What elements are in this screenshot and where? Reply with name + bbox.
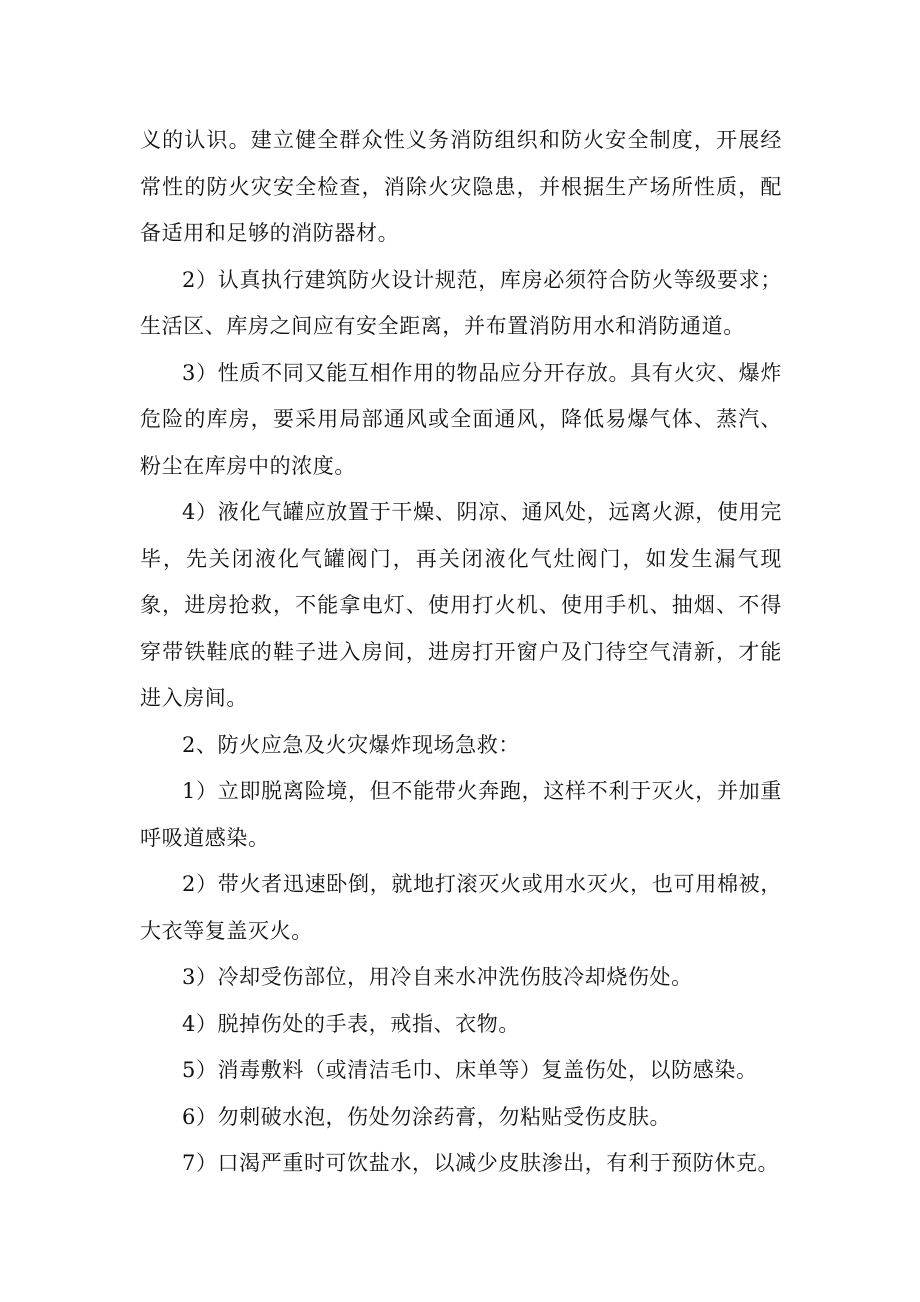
section-heading-emergency: 2、防火应急及火灾爆炸现场急救： [182,732,520,757]
document-page [140,117,782,1187]
paragraph-step-3: 3）冷却受伤部位，用冷自来水冲洗伤肢冷却烧伤处。 [182,965,693,989]
paragraph-item-4-gas-tank: 4）液化气罐应放置于干燥、阴凉、通风处，远离火源，使用完毕，先关闭液化气罐阀门，再关闭液化气灶阀门，如发生漏气现象，进房抢救，不能拿电灯、使用打火机、使用手机、抽烟、不得穿带铁鞋底的鞋子进入房间，进房打开窗户及门待空气清新，才能进入房间。 [140,500,782,710]
paragraph-item-3-storage: 3）性质不同又能互相作用的物品应分开存放。具有火灾、爆炸危险的库房，要采用局部通风或全面通风，降低易爆气体、蒸汽、粉尘在库房中的浓度。 [140,360,782,478]
paragraph-step-1: 1）立即脱离险境，但不能带火奔跑，这样不利于灭火，并加重呼吸道感染。 [140,779,782,850]
paragraph-step-5: 5）消毒敷料（或清洁毛巾、床单等）复盖伤处，以防感染。 [182,1058,758,1082]
paragraph-step-7: 7）口渴严重时可饮盐水，以减少皮肤渗出，有利于预防休克。 [182,1151,780,1175]
paragraph-item-2-building-codes: 2）认真执行建筑防火设计规范，库房必须符合防火等级要求；生活区、库房之间应有安全距离，并布置消防用水和消防通道。 [140,267,782,338]
paragraph-continuation: 义的认识。建立健全群众性义务消防组织和防火安全制度，开展经常性的防火灾安全检查，消除火灾隐患，并根据生产场所性质，配备适用和足够的消防器材。 [140,128,782,245]
paragraph-step-4: 4）脱掉伤处的手表，戒指、衣物。 [182,1011,520,1036]
paragraph-step-6: 6）勿刺破水泡，伤处勿涂药膏，勿粘贴受伤皮肤。 [182,1104,672,1129]
paragraph-step-2: 2）带火者迅速卧倒，就地打滚灭火或用水灭火，也可用棉被，大衣等复盖灭火。 [140,872,782,943]
